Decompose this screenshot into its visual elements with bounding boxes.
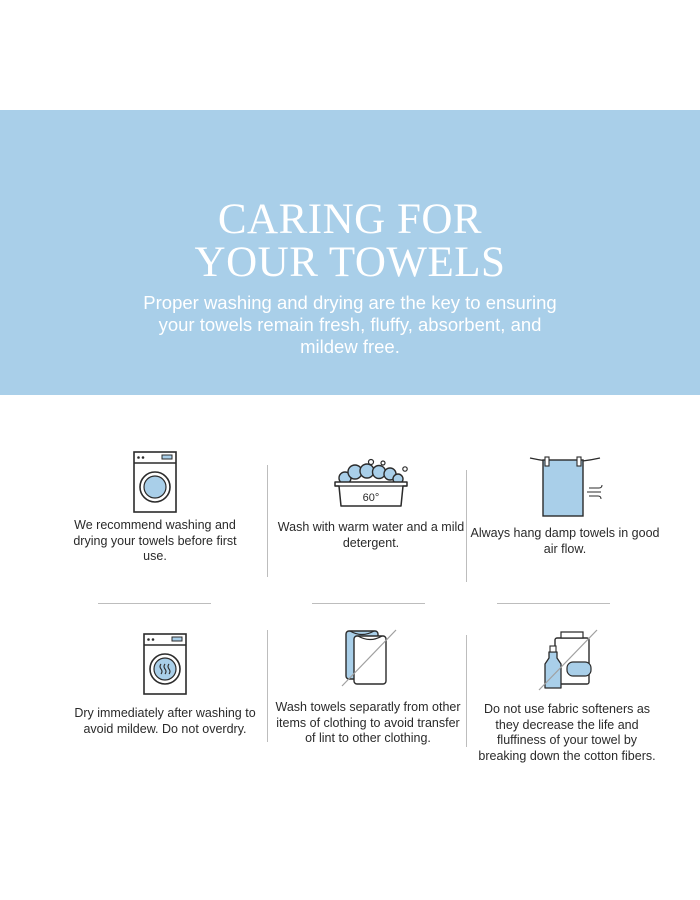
header-banner	[0, 110, 700, 395]
air-flow-icon	[587, 485, 602, 499]
divider-vertical	[267, 465, 268, 577]
dryer-icon	[142, 632, 188, 696]
tip-card-no-softener	[472, 628, 662, 764]
tip-text: Dry immediately after washing to avoid mildew. Do not overdry.	[74, 706, 256, 736]
tip-text: Do not use fabric softeners as they decrease the life and fluffiness of your towel by breaking down the cotton fibers.	[478, 702, 656, 763]
separate-towels-icon	[328, 626, 408, 690]
tip-text: Wash towels separatly from other items of clothing to avoid transfer of lint to other clothing.	[275, 700, 461, 746]
washing-machine-icon	[132, 450, 178, 514]
divider-vertical	[267, 630, 268, 742]
tip-text: Wash with warm water and a mild detergent.	[277, 520, 465, 550]
temperature-label: 60°	[362, 492, 380, 504]
tip-text: We recommend washing and drying your towels before first use.	[73, 518, 237, 564]
divider-vertical	[466, 635, 467, 747]
tip-card-warm-wash	[276, 458, 466, 551]
banner-subtitle: Proper washing and drying are the key to ensuring your towels remain fresh, fluffy, absorbent, and mildew free.	[143, 292, 557, 357]
tip-card-dry-immediately	[70, 632, 260, 737]
divider-horizontal	[497, 603, 610, 604]
divider-horizontal	[312, 603, 425, 604]
divider-vertical	[466, 470, 467, 582]
tip-card-wash-separately	[273, 626, 463, 747]
tip-card-hang-dry	[470, 452, 660, 557]
tip-text: Always hang damp towels in good air flow.	[470, 526, 660, 556]
title-line-2: YOUR TOWELS	[194, 239, 506, 286]
page-title	[0, 198, 700, 284]
no-fabric-softener-icon	[527, 628, 607, 692]
title-line-1: CARING FOR	[217, 196, 483, 243]
hanging-towel-icon	[525, 452, 605, 522]
wash-basin-icon	[331, 458, 411, 514]
divider-horizontal	[98, 603, 211, 604]
tip-card-wash-first	[60, 450, 250, 565]
